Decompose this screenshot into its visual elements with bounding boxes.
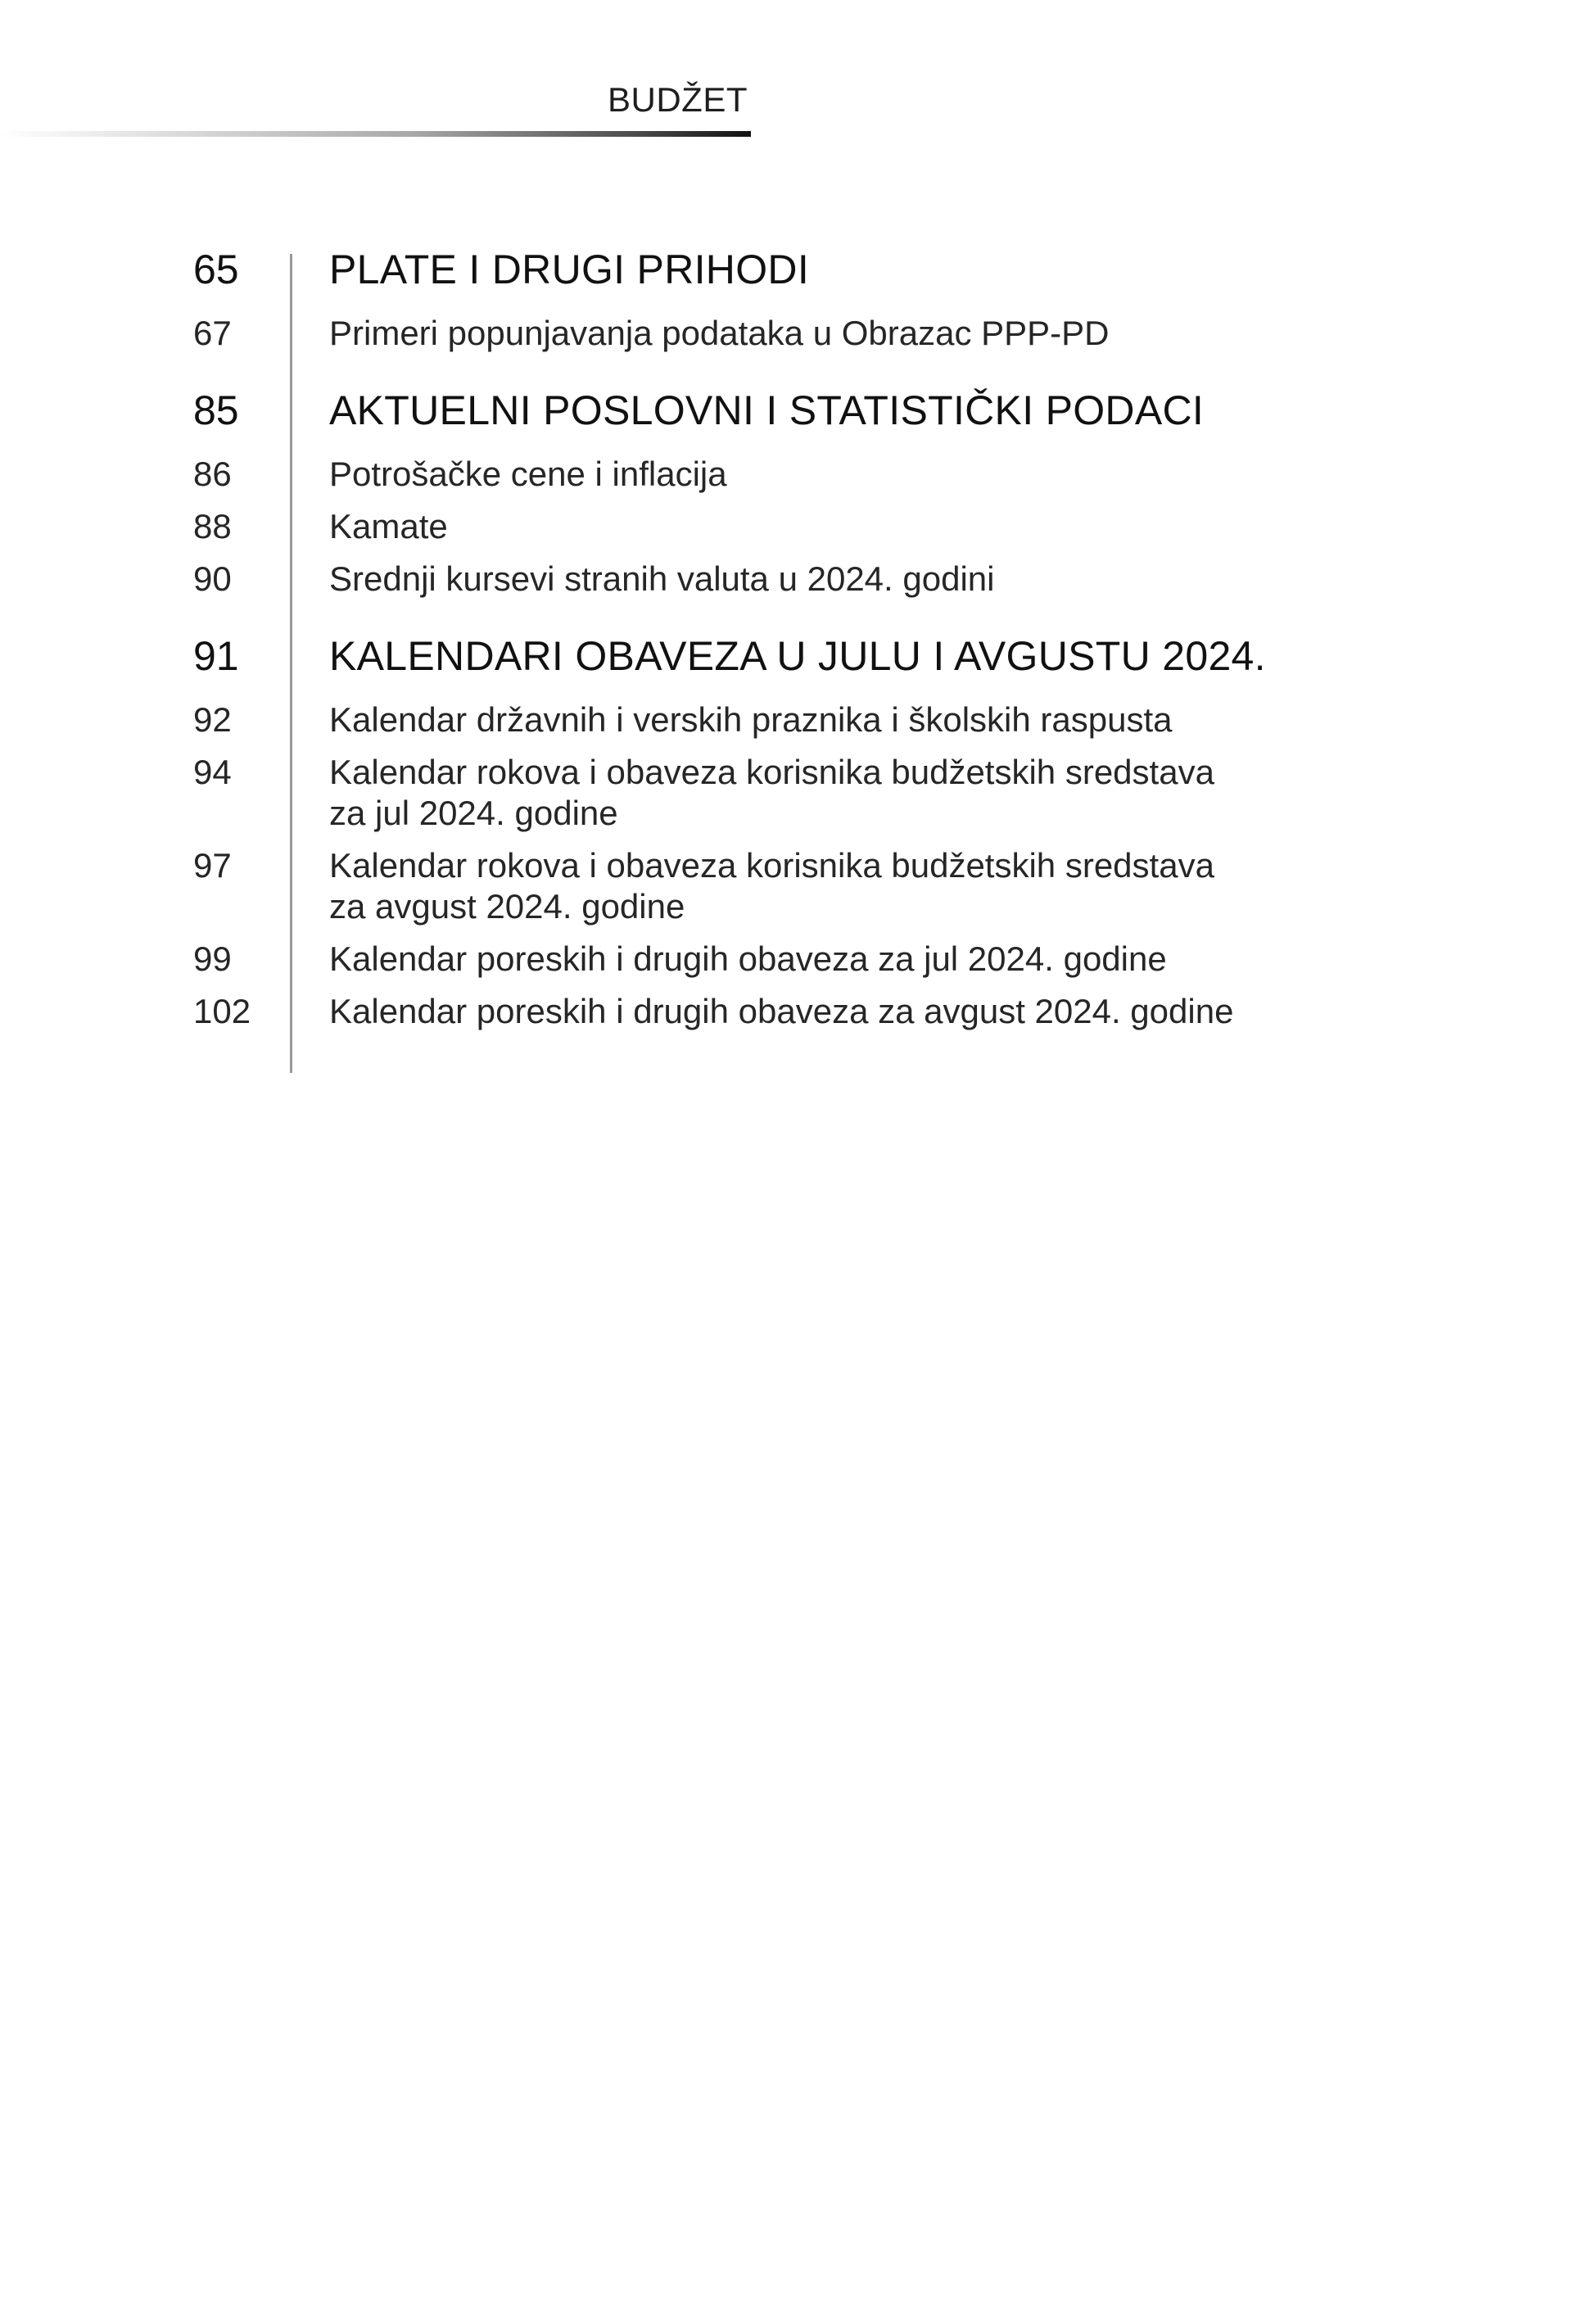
toc-page-number: 92	[193, 700, 232, 739]
header-rule	[0, 131, 751, 137]
toc-entry[interactable]	[193, 506, 1307, 547]
toc-entry-title: Kalendar poreskih i drugih obaveza za jul 2024. godine	[329, 939, 1167, 978]
toc-section-title: KALENDARI OBAVEZA U JULU I AVGUSTU 2024.	[329, 633, 1266, 679]
toc-page-number: 67	[193, 314, 232, 352]
toc-entry-title	[329, 752, 1307, 834]
toc-section-entry[interactable]	[193, 624, 1307, 688]
toc-entry-title-line: za jul 2024. godine	[329, 794, 618, 832]
toc-entry[interactable]	[193, 454, 1307, 495]
toc-entry-title: Kalendar državnih i verskih praznika i školskih raspusta	[329, 700, 1173, 739]
toc-page-number: 85	[193, 387, 239, 433]
toc-entry-title	[329, 845, 1307, 927]
toc-entry[interactable]	[193, 991, 1307, 1032]
toc-page-number: 65	[193, 247, 239, 292]
toc-entry[interactable]	[193, 699, 1307, 740]
toc-entry[interactable]	[193, 559, 1307, 600]
toc-entry[interactable]	[193, 939, 1307, 980]
toc-page-number: 99	[193, 939, 232, 978]
toc-page-number: 86	[193, 455, 232, 493]
toc-entry-title: Primeri popunjavanja podataka u Obrazac PPP-PD	[329, 314, 1110, 352]
toc-entry-title: Kamate	[329, 507, 448, 545]
toc-page-number: 91	[193, 633, 239, 679]
running-header	[0, 0, 751, 143]
running-header-title: BUDŽET	[608, 80, 748, 119]
toc-page-number: 94	[193, 753, 232, 791]
toc-page-number: 102	[193, 992, 251, 1030]
toc-entry-title-line: Kalendar rokova i obaveza korisnika budžetskih sredstava	[329, 846, 1214, 885]
toc-page-number: 90	[193, 559, 232, 598]
toc-page-number: 88	[193, 507, 232, 545]
toc-section-title: PLATE I DRUGI PRIHODI	[329, 247, 810, 292]
toc-entry[interactable]	[193, 845, 1307, 927]
toc-divider	[290, 254, 292, 1073]
toc-section-title: AKTUELNI POSLOVNI I STATISTIČKI PODACI	[329, 387, 1205, 433]
toc-section-entry[interactable]	[193, 238, 1307, 301]
toc-entry-title-line: Kalendar rokova i obaveza korisnika budžetskih sredstava	[329, 753, 1214, 791]
toc-entry-title: Srednji kursevi stranih valuta u 2024. godini	[329, 559, 995, 598]
toc-page-number: 97	[193, 846, 232, 885]
toc-entry[interactable]	[193, 313, 1307, 354]
table-of-contents	[193, 238, 1307, 1032]
toc-entry-title-line: za avgust 2024. godine	[329, 887, 685, 926]
toc-entry[interactable]	[193, 752, 1307, 834]
toc-entry-title: Potrošačke cene i inflacija	[329, 455, 727, 493]
toc-entry-title: Kalendar poreskih i drugih obaveza za avgust 2024. godine	[329, 992, 1234, 1030]
toc-section-entry[interactable]	[193, 378, 1307, 442]
